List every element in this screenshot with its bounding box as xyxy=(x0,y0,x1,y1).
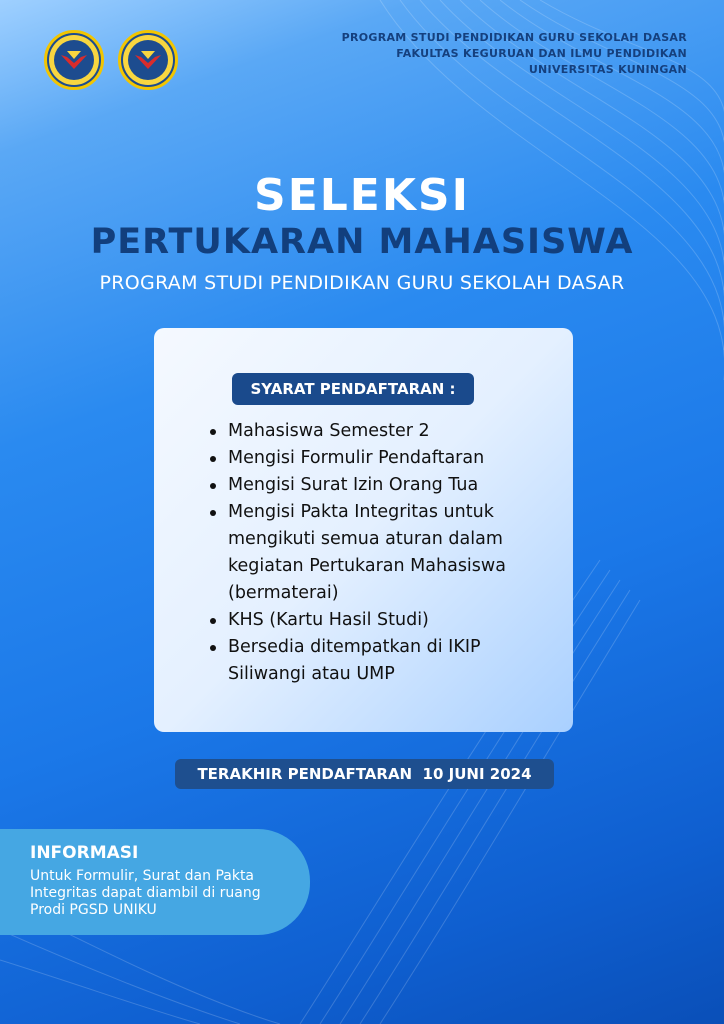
info-title: INFORMASI xyxy=(30,843,139,863)
requirement-item: Mengisi Pakta Integritas untuk mengikuti semua aturan dalam kegiatan Pertukaran Mahasiswa (bermaterai) xyxy=(210,499,550,607)
requirement-item: Mengisi Surat Izin Orang Tua xyxy=(210,472,550,499)
info-body: Untuk Formulir, Surat dan Pakta Integritas dapat diambil di ruang Prodi PGSD UNIKU xyxy=(30,868,261,918)
university-emblem-icon xyxy=(47,33,101,87)
requirement-item: Mahasiswa Semester 2 xyxy=(210,418,550,445)
info-panel xyxy=(0,829,310,935)
institution-line-faculty: FAKULTAS KEGURUAN DAN ILMU PENDIDIKAN xyxy=(396,47,687,60)
title-program: PROGRAM STUDI PENDIDIKAN GURU SEKOLAH DASAR xyxy=(99,272,625,294)
university-logo xyxy=(44,30,104,90)
requirements-card xyxy=(154,328,573,732)
deadline-badge: TERAKHIR PENDAFTARAN 10 JUNI 2024 xyxy=(175,759,554,789)
title-pertukaran: PERTUKARAN MAHASISWA xyxy=(90,222,634,262)
institution-line-university: UNIVERSITAS KUNINGAN xyxy=(528,63,687,76)
institution-header xyxy=(342,30,687,78)
requirement-item: Mengisi Formulir Pendaftaran xyxy=(210,445,550,472)
requirement-item: Bersedia ditempatkan di IKIP Siliwangi atau UMP xyxy=(210,634,550,688)
requirement-item: KHS (Kartu Hasil Studi) xyxy=(210,607,550,634)
faculty-emblem-icon xyxy=(121,33,175,87)
institution-line-program: PROGRAM STUDI PENDIDIKAN GURU SEKOLAH DASAR xyxy=(341,31,687,44)
faculty-logo xyxy=(118,30,178,90)
requirements-heading: SYARAT PENDAFTARAN : xyxy=(232,373,474,405)
title-seleksi: SELEKSI xyxy=(254,170,470,221)
requirements-list xyxy=(210,418,550,688)
